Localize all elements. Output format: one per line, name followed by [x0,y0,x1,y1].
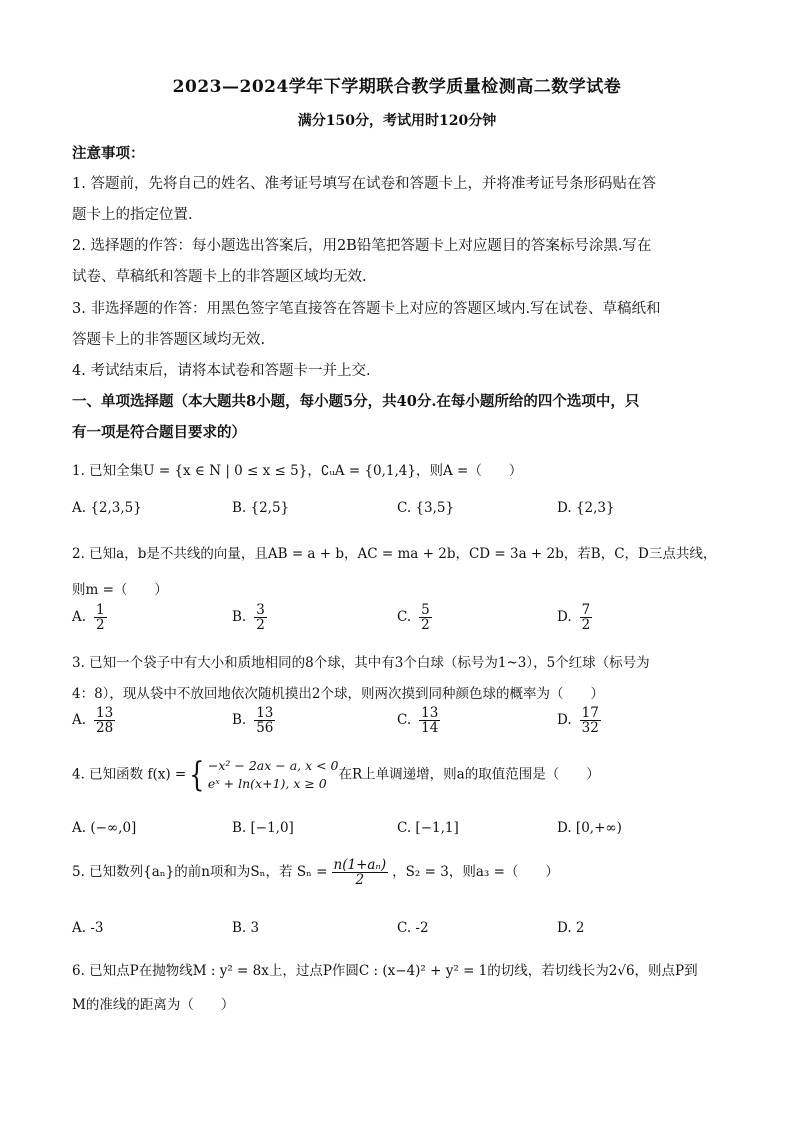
q2-option-d [557,603,592,632]
exam-subtitle: 满分150分，考试用时120分钟 [297,113,497,129]
q2-option-c-den: 2 [421,617,430,634]
q4-option-d: D. [0,+∞) [557,820,622,836]
q4-case-1: −x² − 2ax − a, x < 0 [207,758,339,773]
q2-option-c-fraction [419,603,432,632]
q1-option-a: A. {2,3,5} [72,500,142,516]
q3-option-c-fraction [419,706,440,735]
q4-brace: { [189,755,205,796]
q2-option-a-fraction [94,603,107,632]
q4-stem-post: 在R上单调递增，则a的取值范围是（ ） [338,766,600,783]
q3-option-c-label: C. [397,712,412,729]
q4-piecewise [208,757,339,793]
q6-stem-a: 6. 已知点P在抛物线M : y² = 8x上，过点P作圆C : (x−4)² + y² = 1的切线，若切线长为2√6，则点P到 [72,963,698,979]
q2-option-b [232,603,267,632]
q3-option-b-fraction [254,706,275,735]
notice-item-1b: 题卡上的指定位置. [72,207,193,223]
q5-option-c: C. -2 [397,920,429,936]
notice-item-3a: 3. 非选择题的作答：用黑色签字笔直接答在答题卡上对应的答题区域内.写在试卷、草稿纸和 [72,301,661,317]
q4-option-c: C. [−1,1] [397,820,459,836]
q3-option-b [232,706,275,735]
notice-item-1a: 1. 答题前，先将自己的姓名、准考证号填写在试卷和答题卡上，并将准考证号条形码贴在答 [72,176,656,192]
q3-option-c-num: 13 [421,705,439,721]
notice-item-4: 4. 考试结束后，请将本试卷和答题卡一并上交. [72,363,371,379]
q1-option-b: B. {2,5} [232,500,290,516]
q3-option-a [72,706,115,735]
q2-stem-b: 则m =（ ） [72,582,168,598]
q6-stem-b: M的准线的距离为（ ） [72,997,235,1013]
q2-option-d-label: D. [557,609,572,626]
q4-stem [72,755,732,796]
q2-option-a [72,603,107,632]
q3-option-a-fraction [94,706,115,735]
q2-option-a-num: 1 [96,602,105,618]
q4-option-a: A. (−∞,0] [72,820,137,836]
q3-option-d [557,706,601,735]
q3-option-b-label: B. [232,712,247,729]
q3-option-b-den: 56 [256,720,274,737]
q1-option-d: D. {2,3} [557,500,615,516]
q3-option-a-den: 28 [96,720,114,737]
q1-stem: 1. 已知全集U = {x ∈ N | 0 ≤ x ≤ 5}，∁ᵤA = {0,1,4}，则A =（ ） [72,463,523,479]
q2-option-d-den: 2 [581,617,591,634]
section-heading-b: 有一项是符合题目要求的） [72,424,246,441]
q2-option-c-label: C. [397,609,412,626]
q2-option-c [397,603,432,632]
notice-item-2a: 2. 选择题的作答：每小题选出答案后，用2B铅笔把答题卡上对应题目的答案标号涂黑.写在 [72,238,652,254]
q5-option-d: D. 2 [557,920,585,936]
q2-option-b-den: 2 [256,617,265,634]
q4-stem-pre: 4. 已知函数 f(x) = [72,766,187,783]
q2-stem-a: 2. 已知a，b是不共线的向量，且AB = a + b，AC = ma + 2b，CD = 3a + 2b，若B，C，D三点共线， [72,546,717,562]
q5-fraction [332,858,389,887]
q2-option-a-den: 2 [96,617,105,634]
q2-option-b-label: B. [232,609,247,626]
exam-title: 2023—2024学年下学期联合教学质量检测高二数学试卷 [172,77,622,97]
q3-stem-b: 4：8），现从袋中不放回地依次随机摸出2个球，则两次摸到同种颜色球的概率为（ ） [72,686,605,702]
q3-option-a-label: A. [72,712,87,729]
q3-option-d-label: D. [557,712,572,729]
q3-option-c-den: 14 [421,720,439,737]
q2-option-c-num: 5 [421,602,430,618]
q2-option-b-fraction [254,603,267,632]
q4-case-2: eˣ + ln(x+1), x ≥ 0 [207,776,327,792]
q5-stem [72,858,732,887]
q5-option-a: A. -3 [72,920,104,936]
section-heading-a: 一、单项选择题（本大题共8小题，每小题5分，共40分.在每小题所给的四个选项中，只 [72,393,640,410]
q5-stem-pre: 5. 已知数列{aₙ}的前n项和为Sₙ，若 Sₙ = [72,864,328,881]
q5-den: 2 [355,872,365,889]
q3-option-d-den: 32 [581,720,599,737]
q5-stem-post: ，S₂ = 3，则a₃ =（ ） [392,864,559,881]
q3-option-d-fraction [580,706,601,735]
notice-item-2b: 试卷、草稿纸和答题卡上的非答题区域均无效. [72,269,367,285]
notice-item-3b: 答题卡上的非答题区域均无效. [72,332,266,348]
q3-option-a-num: 13 [96,705,114,721]
q5-option-b: B. 3 [232,920,260,936]
q2-option-d-fraction [580,603,593,632]
q1-option-c: C. {3,5} [397,500,455,516]
q3-stem-a: 3. 已知一个袋子中有大小和质地相同的8个球，其中有3个白球（标号为1~3），5个红球（标号为 [72,655,650,671]
q2-option-b-num: 3 [256,602,265,618]
q3-option-d-num: 17 [581,705,599,721]
q2-option-d-num: 7 [581,602,591,618]
notice-heading: 注意事项： [72,145,145,162]
q2-option-a-label: A. [72,609,87,626]
q5-num: n(1+aₙ) [333,857,387,873]
q3-option-c [397,706,440,735]
q4-option-b: B. [−1,0] [232,820,294,836]
q3-option-b-num: 13 [256,705,274,721]
